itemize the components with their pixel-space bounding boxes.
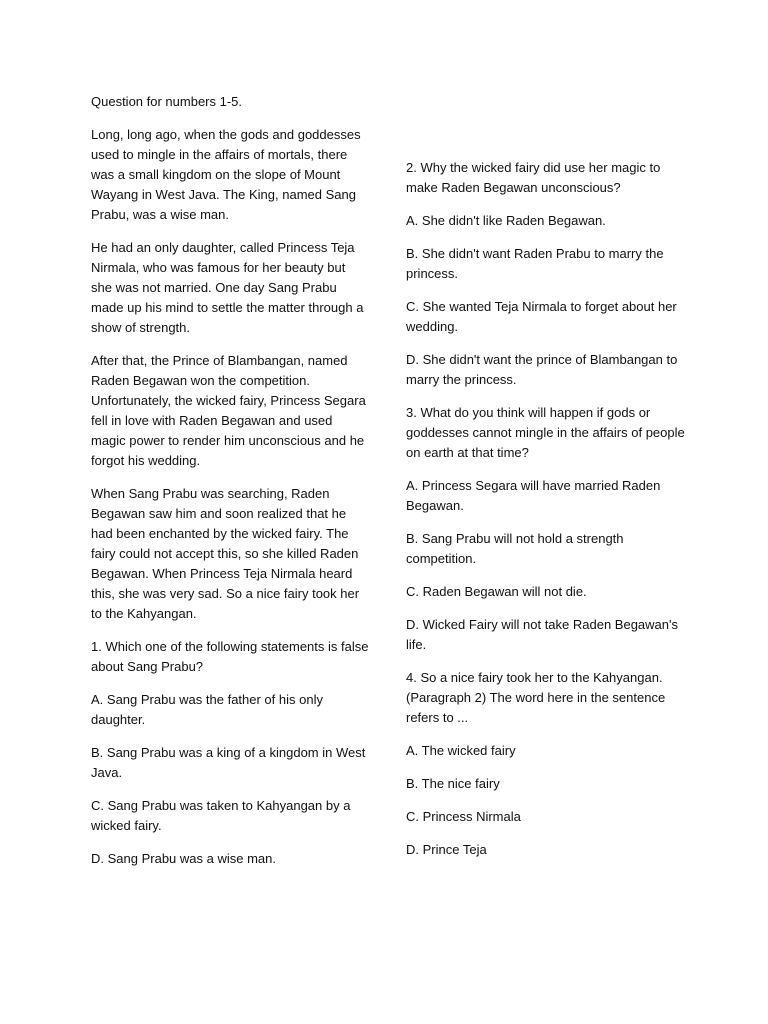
question-1-option-a: A. Sang Prabu was the father of his only daughter.	[91, 692, 323, 727]
question-3-option-b: B. Sang Prabu will not hold a strength competition.	[406, 531, 624, 566]
section-heading: Question for numbers 1-5.	[91, 94, 243, 109]
right-column	[406, 158, 688, 873]
question-3-option-c: C. Raden Begawan will not die.	[406, 584, 587, 599]
story-paragraph-1: Long, long ago, when the gods and goddesses used to mingle in the affairs of mortals, there was a small kingdom on the slope of Mount Wayang in West Java. The King, named Sang Prabu, was a wise man.	[91, 127, 361, 222]
question-4-option-c: C. Princess Nirmala	[406, 809, 521, 824]
question-4-option-b: B. The nice fairy	[406, 776, 500, 791]
question-2-option-d: D. She didn't want the prince of Blambangan to marry the princess.	[406, 352, 678, 387]
question-4-option-d: D. Prince Teja	[406, 842, 487, 857]
left-column	[91, 92, 369, 882]
story-paragraph-2: He had an only daughter, called Princess Teja Nirmala, who was famous for her beauty but she was not married. One day Sang Prabu made up his mind to settle the matter through a show of strength.	[91, 240, 364, 335]
question-1-option-c: C. Sang Prabu was taken to Kahyangan by a wicked fairy.	[91, 798, 351, 833]
question-3-option-a: A. Princess Segara will have married Raden Begawan.	[406, 478, 661, 513]
question-2-option-c: C. She wanted Teja Nirmala to forget about her wedding.	[406, 299, 677, 334]
question-1-option-b: B. Sang Prabu was a king of a kingdom in West Java.	[91, 745, 366, 780]
story-paragraph-4: When Sang Prabu was searching, Raden Begawan saw him and soon realized that he had been enchanted by the wicked fairy. The fairy could not accept this, so she killed Raden Begawan. When Princess Teja Nirmala heard this, she was very sad. So a nice fairy took her to the Kahyangan.	[91, 486, 360, 621]
question-3-option-d: D. Wicked Fairy will not take Raden Begawan's life.	[406, 617, 678, 652]
question-1: 1. Which one of the following statements is false about Sang Prabu?	[91, 639, 369, 674]
question-1-option-d: D. Sang Prabu was a wise man.	[91, 851, 276, 866]
story-paragraph-3: After that, the Prince of Blambangan, named Raden Begawan won the competition. Unfortunately, the wicked fairy, Princess Segara fell in love with Raden Begawan and used magic power to render him unconscious and he forgot his wedding.	[91, 353, 366, 468]
question-2-option-a: A. She didn't like Raden Begawan.	[406, 213, 606, 228]
question-4-option-a: A. The wicked fairy	[406, 743, 516, 758]
question-3: 3. What do you think will happen if gods or goddesses cannot mingle in the affairs of people on earth at that time?	[406, 405, 685, 460]
question-2: 2. Why the wicked fairy did use her magic to make Raden Begawan unconscious?	[406, 160, 661, 195]
question-2-option-b: B. She didn't want Raden Prabu to marry the princess.	[406, 246, 664, 281]
question-4: 4. So a nice fairy took her to the Kahyangan. (Paragraph 2) The word here in the sentence refers to ...	[406, 670, 666, 725]
